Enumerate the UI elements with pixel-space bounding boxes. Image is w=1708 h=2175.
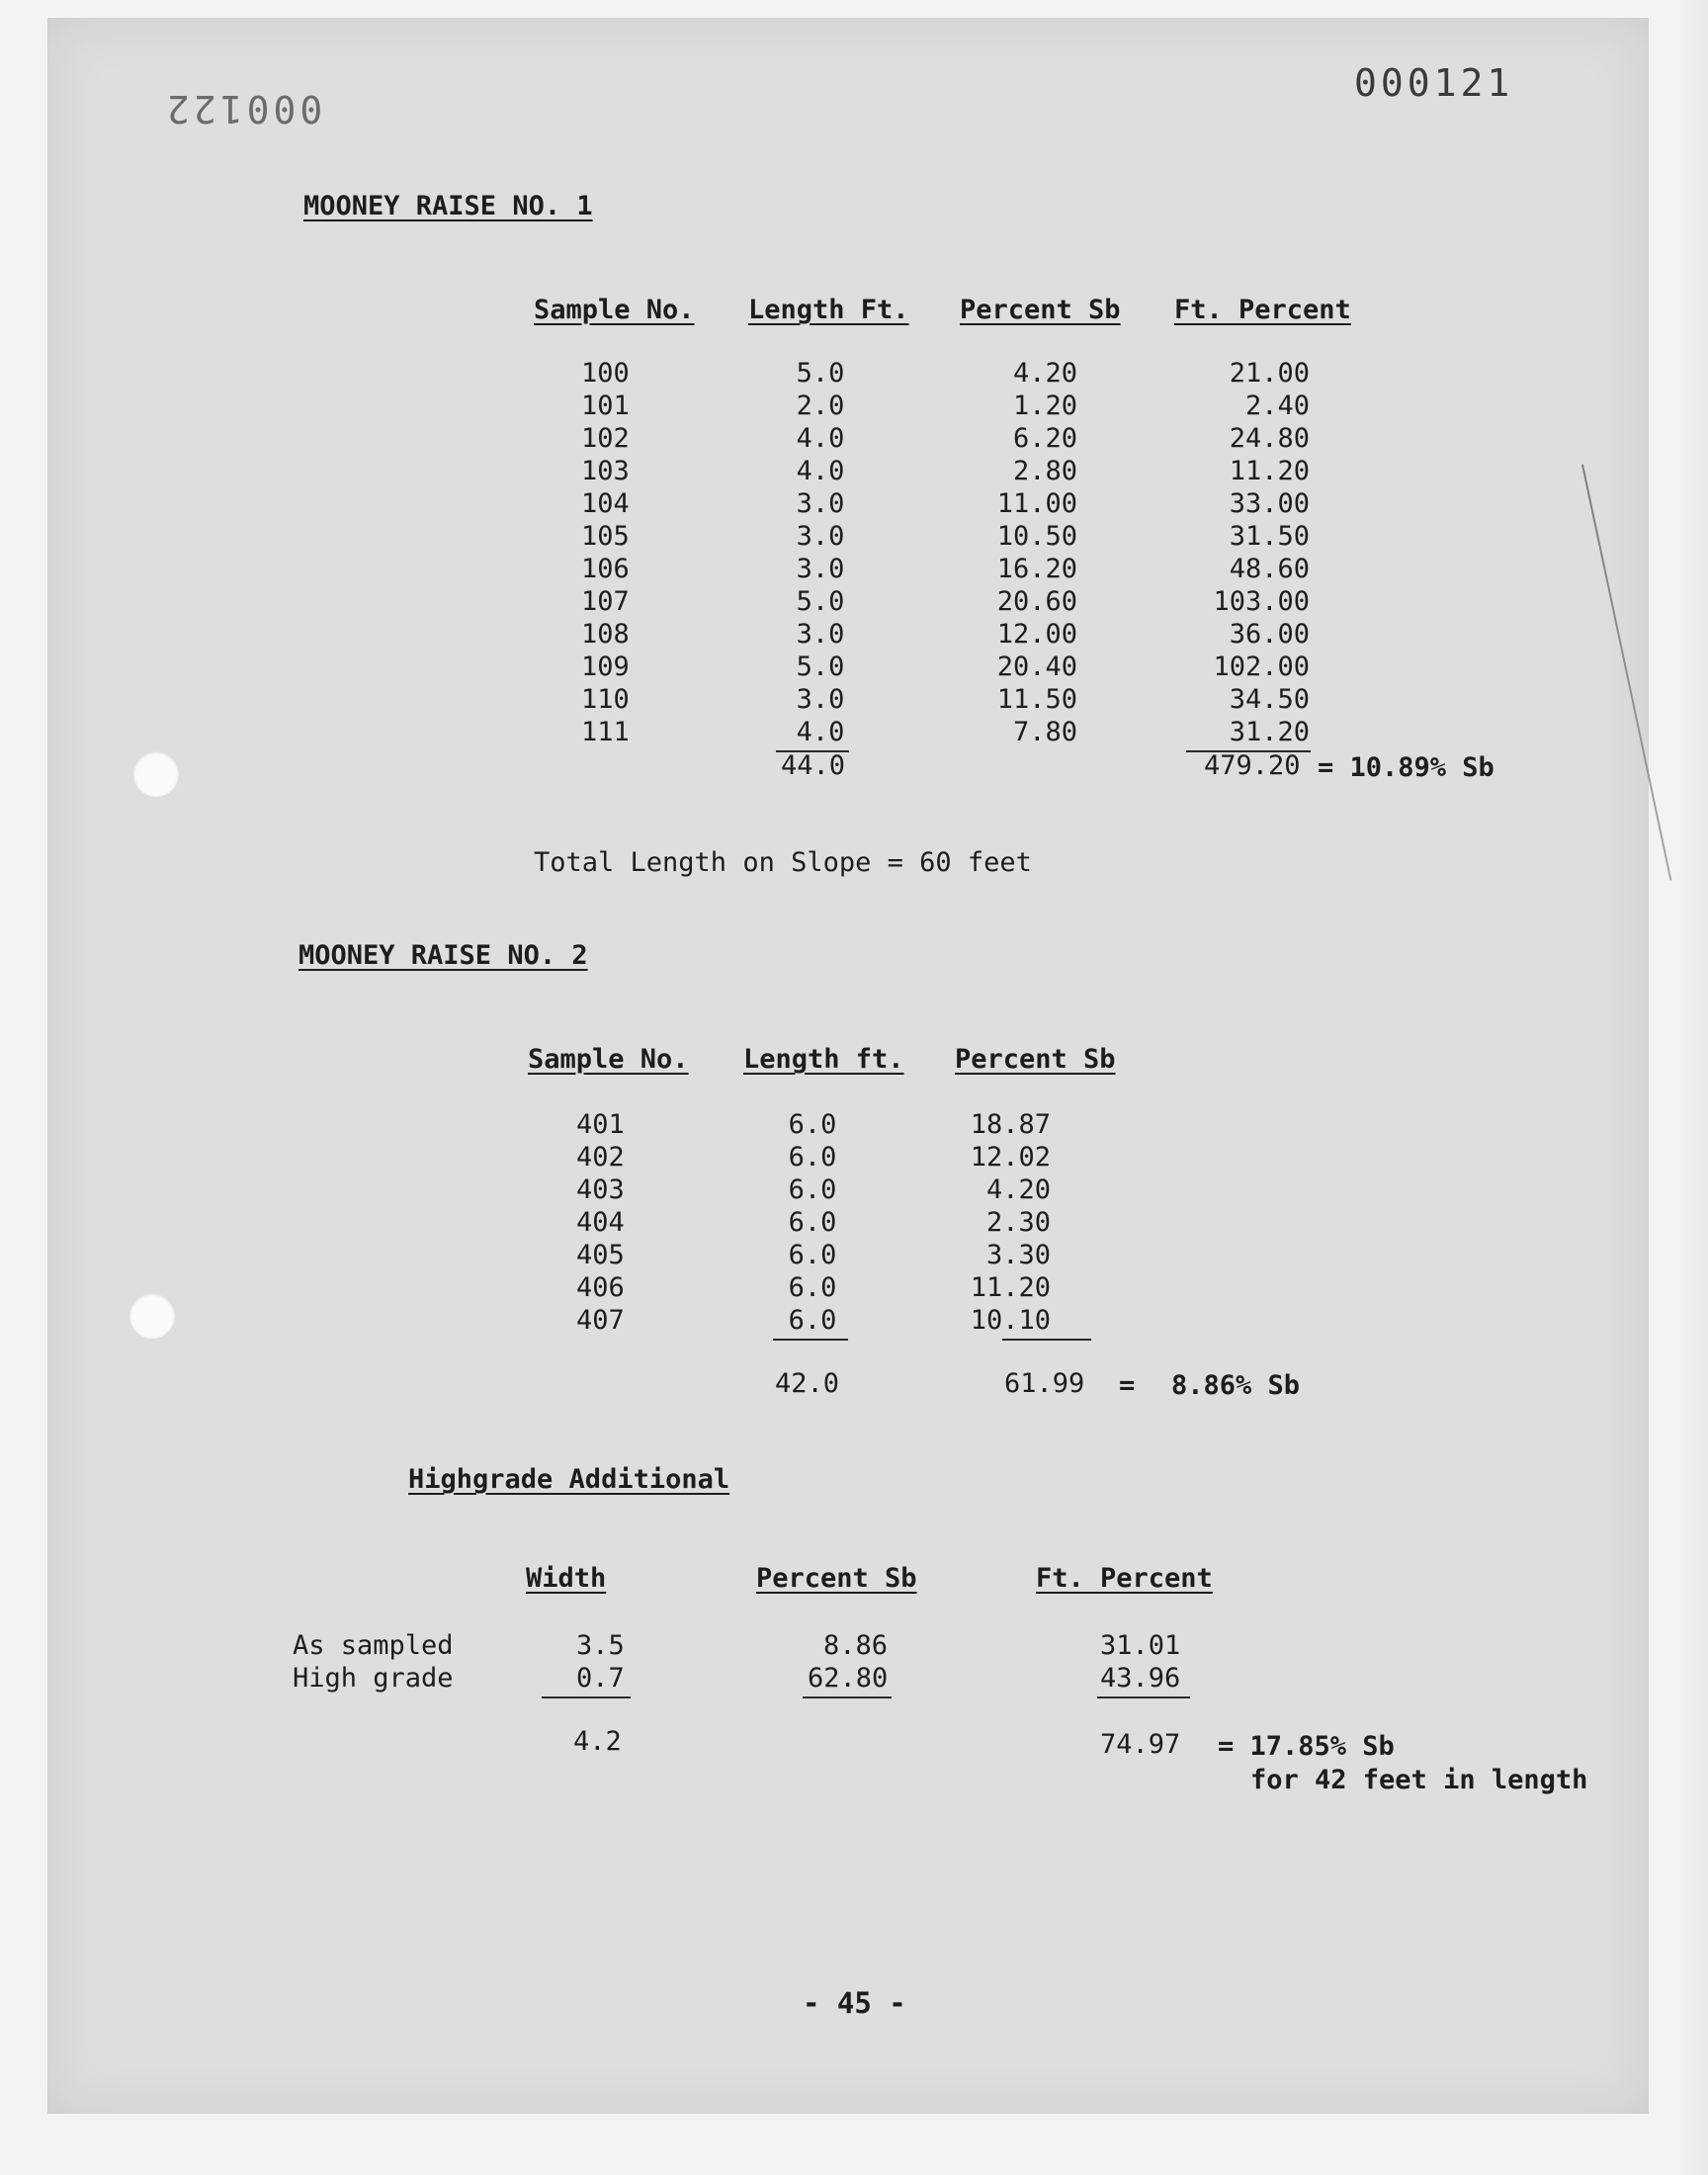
raise1-sample-no: 102	[581, 423, 630, 454]
raise2-sample-no: 401	[576, 1109, 625, 1140]
raise2-length-column	[773, 1108, 852, 1337]
raise2-percent-sb: 12.02	[970, 1142, 1051, 1173]
document-number: 000121	[1354, 61, 1514, 105]
raise1-sample-no: 101	[581, 391, 630, 421]
raise1-header-sample: Sample No.	[534, 295, 695, 325]
raise2-result-equals: =	[1119, 1370, 1136, 1401]
raise1-length: 3.0	[796, 488, 845, 519]
raise1-sample-no: 107	[581, 586, 630, 617]
raise1-slope-note: Total Length on Slope = 60 feet	[534, 847, 1032, 878]
raise1-length: 4.0	[796, 456, 845, 486]
highgrade-row-percent: 62.80	[808, 1663, 889, 1694]
mirrored-document-number: 000122	[163, 87, 323, 130]
raise1-length: 2.0	[796, 391, 845, 421]
highgrade-width-total-rule	[542, 1696, 631, 1698]
raise1-ft-percent: 102.00	[1213, 652, 1310, 682]
raise1-length: 3.0	[796, 684, 845, 715]
highgrade-row-ftpct: 43.96	[1100, 1663, 1181, 1694]
raise1-percent-sb: 1.20	[1012, 391, 1077, 421]
highgrade-row-width: 0.7	[576, 1663, 625, 1694]
raise1-total-length: 44.0	[781, 750, 846, 781]
raise2-percent-sb: 3.30	[985, 1240, 1051, 1270]
raise1-sample-no: 111	[581, 717, 630, 747]
raise2-percent-total-rule	[1002, 1339, 1091, 1341]
raise2-length: 6.0	[788, 1272, 837, 1303]
raise1-ft-percent: 24.80	[1229, 423, 1310, 454]
highgrade-row-label: As sampled	[293, 1630, 454, 1661]
raise1-ft-percent: 48.60	[1229, 554, 1310, 584]
raise2-sample-no: 404	[576, 1207, 625, 1238]
raise1-length: 5.0	[796, 358, 845, 389]
punch-hole-lower	[129, 1293, 175, 1339]
highgrade-row-label: High grade	[293, 1663, 454, 1694]
raise2-sample-column	[576, 1108, 625, 1337]
raise1-sample-no: 105	[581, 521, 630, 552]
raise1-ft-percent: 103.00	[1213, 586, 1310, 617]
raise1-percent-sb: 20.60	[996, 586, 1077, 617]
highgrade-row-width: 3.5	[576, 1630, 625, 1661]
raise2-length: 6.0	[788, 1207, 837, 1238]
raise1-header-ftpct: Ft. Percent	[1174, 295, 1351, 325]
raise2-length-total-rule	[773, 1339, 848, 1341]
raise1-sample-column	[581, 357, 630, 748]
raise1-result: = 10.89% Sb	[1318, 752, 1494, 783]
highgrade-percent-rule	[803, 1696, 892, 1698]
raise1-header-length: Length Ft.	[748, 295, 909, 325]
raise1-percent-sb: 2.80	[1012, 456, 1077, 486]
raise2-total-length: 42.0	[775, 1368, 840, 1399]
raise1-ft-percent: 2.40	[1244, 391, 1310, 421]
raise2-header-sample: Sample No.	[528, 1044, 689, 1075]
punch-hole-upper	[133, 751, 179, 797]
raise1-ft-percent: 31.50	[1229, 521, 1310, 552]
raise2-sample-no: 406	[576, 1272, 625, 1303]
raise2-length: 6.0	[788, 1240, 837, 1270]
raise1-sample-no: 106	[581, 554, 630, 584]
raise2-percent-sb: 4.20	[985, 1174, 1051, 1205]
raise1-sample-no: 110	[581, 684, 630, 715]
scan-edge	[1678, 0, 1708, 2175]
raise2-length: 6.0	[788, 1109, 837, 1140]
raise1-length: 5.0	[796, 586, 845, 617]
raise1-percent-sb: 16.20	[996, 554, 1077, 584]
raise1-length: 4.0	[796, 717, 845, 747]
raise1-percent-sb: 6.20	[1012, 423, 1077, 454]
raise1-length: 3.0	[796, 619, 845, 650]
raise1-sample-no: 104	[581, 488, 630, 519]
page-number: - 45 -	[803, 1986, 906, 2020]
raise1-sample-no: 103	[581, 456, 630, 486]
raise1-length: 3.0	[796, 521, 845, 552]
raise2-length: 6.0	[788, 1305, 837, 1336]
raise1-ft-percent: 34.50	[1229, 684, 1310, 715]
raise1-ftpct-column	[1191, 357, 1310, 748]
highgrade-header-percent: Percent Sb	[756, 1563, 917, 1594]
highgrade-total-width: 4.2	[573, 1726, 622, 1757]
raise2-result: 8.86% Sb	[1171, 1370, 1301, 1401]
raise2-header-percent: Percent Sb	[955, 1044, 1116, 1075]
raise1-length: 5.0	[796, 652, 845, 682]
raise1-length-column	[781, 357, 860, 748]
raise1-length: 4.0	[796, 423, 845, 454]
raise2-percent-sb: 18.87	[970, 1109, 1051, 1140]
raise1-length: 3.0	[796, 554, 845, 584]
raise1-title: MOONEY RAISE NO. 1	[303, 191, 593, 221]
highgrade-row-ftpct: 31.01	[1100, 1630, 1181, 1661]
raise1-header-percent: Percent Sb	[960, 295, 1121, 325]
highgrade-header-width: Width	[526, 1563, 607, 1594]
raise2-percent-column	[944, 1108, 1051, 1337]
raise1-percent-sb: 10.50	[996, 521, 1077, 552]
highgrade-result-note: for 42 feet in length	[1250, 1765, 1588, 1795]
raise1-percent-sb: 12.00	[996, 619, 1077, 650]
raise1-percent-sb: 11.50	[996, 684, 1077, 715]
raise1-ft-percent: 11.20	[1229, 456, 1310, 486]
raise2-sample-no: 403	[576, 1174, 625, 1205]
raise2-percent-sb: 10.10	[970, 1305, 1051, 1336]
raise1-sample-no: 109	[581, 652, 630, 682]
raise2-title: MOONEY RAISE NO. 2	[299, 940, 588, 971]
raise1-total-ftpct: 479.20	[1204, 750, 1301, 781]
highgrade-title: Highgrade Additional	[408, 1464, 730, 1495]
raise1-ft-percent: 21.00	[1229, 358, 1310, 389]
highgrade-result: = 17.85% Sb	[1218, 1731, 1395, 1762]
highgrade-ftpct-total-rule	[1097, 1696, 1190, 1698]
raise2-header-length: Length ft.	[743, 1044, 904, 1075]
raise2-percent-sb: 11.20	[970, 1272, 1051, 1303]
raise1-sample-no: 108	[581, 619, 630, 650]
raise1-ft-percent: 36.00	[1229, 619, 1310, 650]
raise1-sample-no: 100	[581, 358, 630, 389]
raise1-percent-sb: 7.80	[1012, 717, 1077, 747]
raise2-length: 6.0	[788, 1142, 837, 1173]
raise1-percent-sb: 11.00	[996, 488, 1077, 519]
raise2-total-percent: 61.99	[1004, 1368, 1085, 1399]
highgrade-row-percent: 8.86	[823, 1630, 889, 1661]
raise1-ft-percent: 31.20	[1229, 717, 1310, 747]
raise2-percent-sb: 2.30	[985, 1207, 1051, 1238]
raise1-percent-sb: 4.20	[1012, 358, 1077, 389]
raise1-percent-sb: 20.40	[996, 652, 1077, 682]
raise2-sample-no: 405	[576, 1240, 625, 1270]
raise2-sample-no: 407	[576, 1305, 625, 1336]
highgrade-header-ftpct: Ft. Percent	[1036, 1563, 1213, 1594]
raise2-sample-no: 402	[576, 1142, 625, 1173]
highgrade-total-ftpct: 74.97	[1100, 1729, 1181, 1760]
raise1-ft-percent: 33.00	[1229, 488, 1310, 519]
raise2-length: 6.0	[788, 1174, 837, 1205]
raise1-percent-column	[974, 357, 1077, 748]
